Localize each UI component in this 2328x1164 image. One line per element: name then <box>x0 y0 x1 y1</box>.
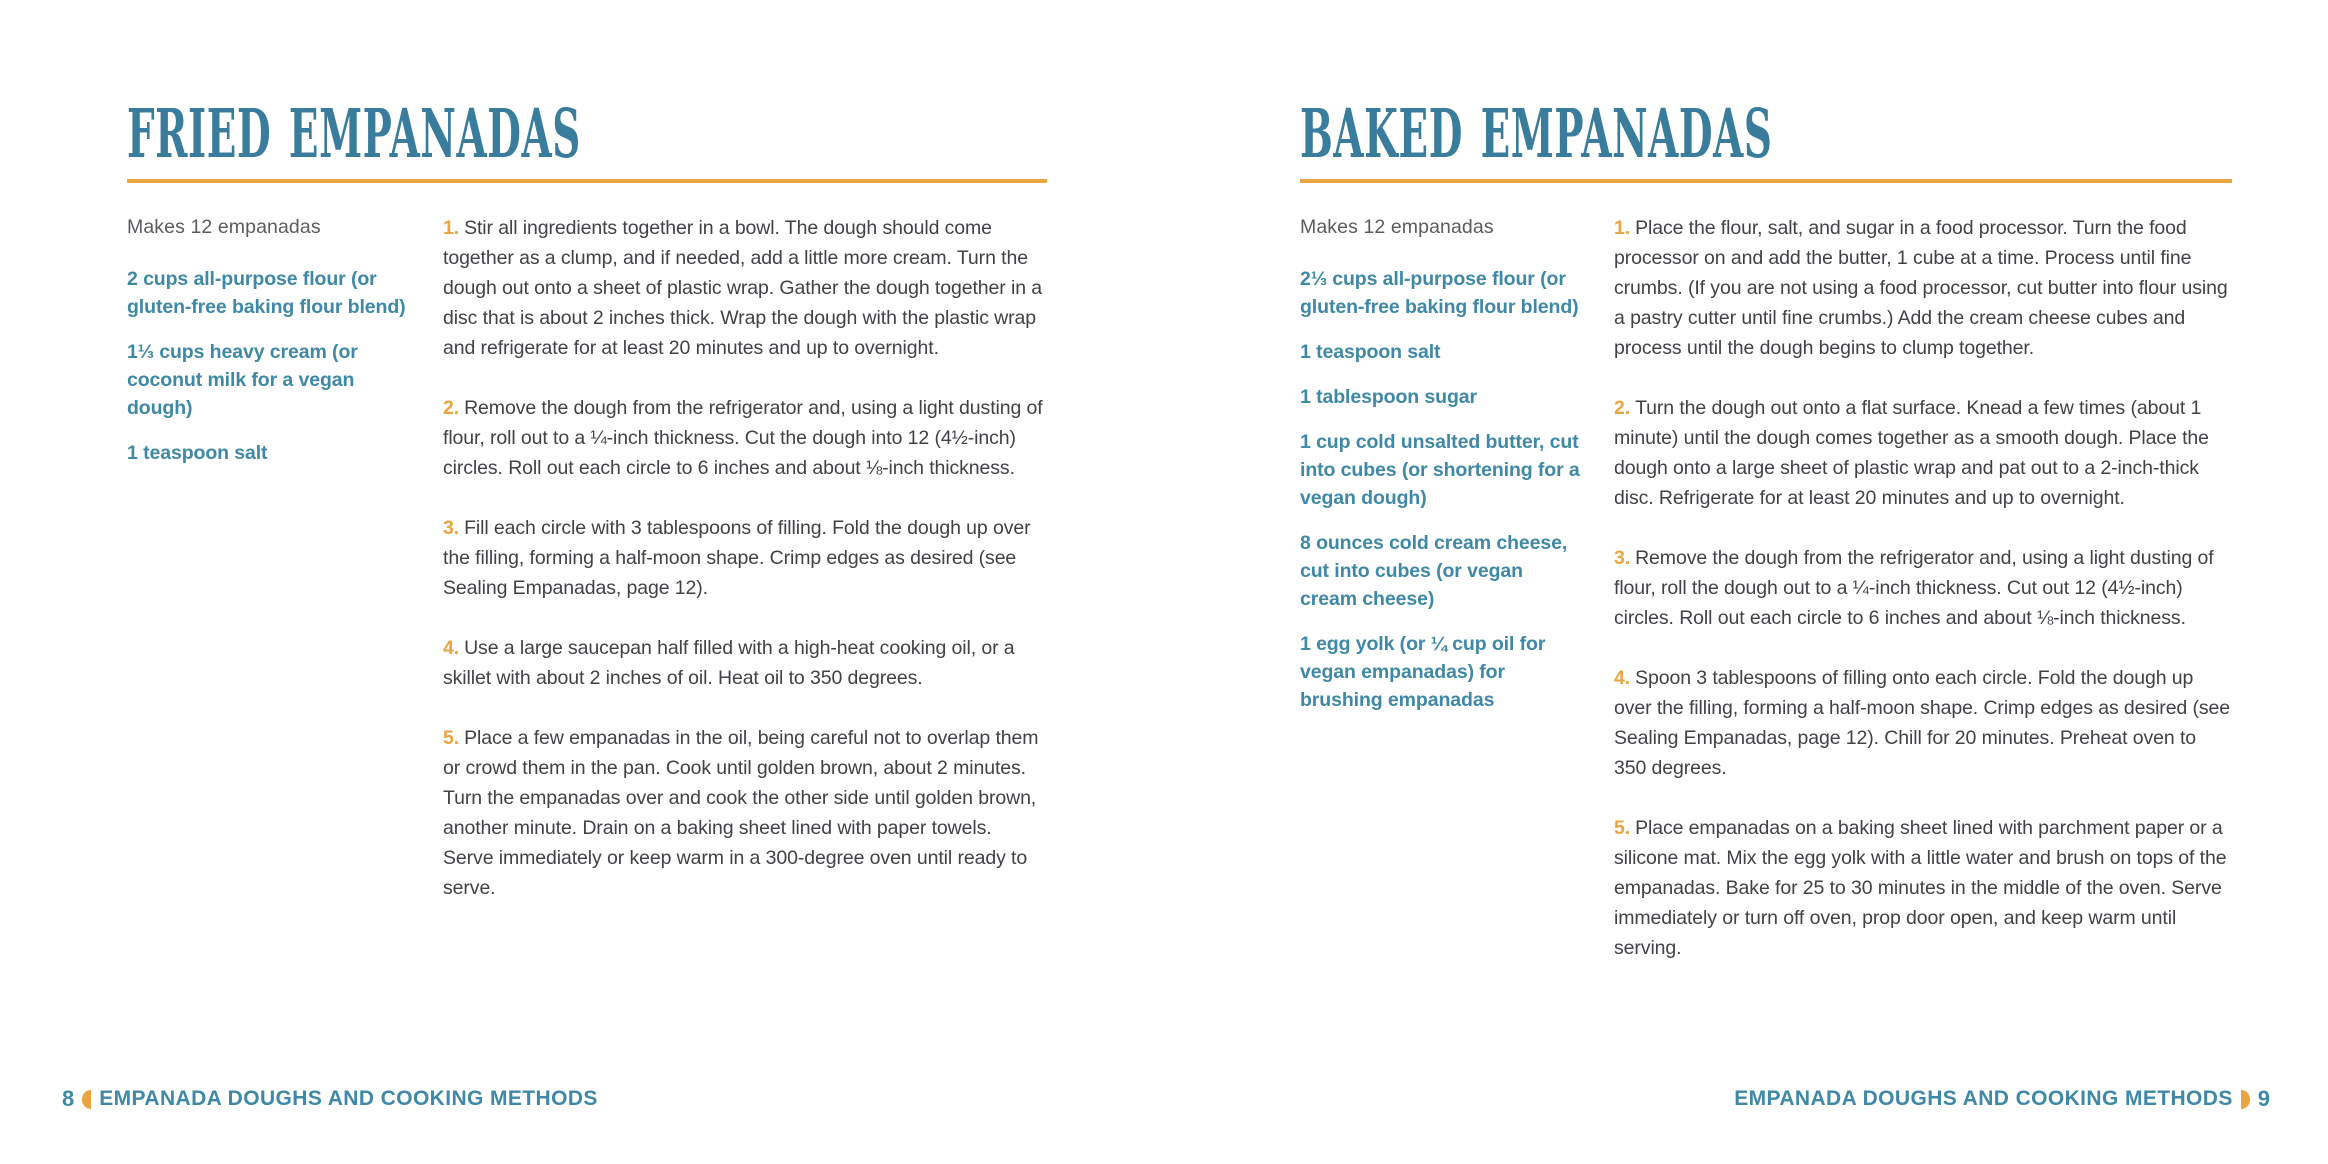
step-number: 4. <box>1614 667 1631 689</box>
step-number: 2. <box>443 397 460 419</box>
step <box>1614 543 2232 633</box>
step-number: 2. <box>1614 397 1631 419</box>
step-number: 1. <box>1614 217 1631 239</box>
ingredient-item: 1 tablespoon sugar <box>1300 386 1477 408</box>
step <box>1614 813 2232 963</box>
step-text: Fill each circle with 3 tablespoons of filling. Fold the dough up over the filling, forming a half-moon shape. Crimp edges as desired (see Sealing Empanadas, page 12). <box>443 517 1031 599</box>
step <box>1614 213 2232 363</box>
step-text: Place empanadas on a baking sheet lined with parchment paper or a silicone mat. Mix the egg yolk with a little water and brush on tops of the empanadas. Bake for 25 to 30 minutes in the middle of the oven. Serve immediately or turn off oven, prop door open, and keep warm until serving. <box>1614 817 2227 959</box>
step-text: Place a few empanadas in the oil, being careful not to overlap them or crowd them in the pan. Cook until golden brown, about 2 minutes. Turn the empanadas over and cook the other side until golden brown, another minute. Drain on a baking sheet lined with paper towels. Serve immediately or keep warm in a 300-degree oven until ready to serve. <box>443 727 1039 899</box>
step-text: Remove the dough from the refrigerator and, using a light dusting of flour, roll out to a ¼-inch thickness. Cut the dough into 12 (4½-inch) circles. Roll out each circle to 6 inches and about ⅛-inch thickness. <box>443 397 1043 479</box>
step-text: Remove the dough from the refrigerator and, using a light dusting of flour, roll the dough out to a ¼-inch thickness. Cut out 12 (4½-inch) circles. Roll out each circle to 6 inches and about ⅛-inch thickness. <box>1614 547 2214 629</box>
ingredients-column <box>1300 213 1582 993</box>
ingredient-item: 1 teaspoon salt <box>127 442 268 464</box>
step-text: Use a large saucepan half filled with a high-heat cooking oil, or a skillet with about 2 inches of oil. Heat oil to 350 degrees. <box>443 637 1015 689</box>
recipe-title: BAKED EMPANADAS <box>1300 94 1773 173</box>
ingredient-item: 2 cups all-purpose flour (or gluten-free baking flour blend) <box>127 268 406 318</box>
page-baked-empanadas <box>1164 0 2328 1164</box>
half-moon-icon <box>82 1090 91 1109</box>
step <box>443 513 1047 603</box>
step-text: Place the flour, salt, and sugar in a food processor. Turn the food processor on and add the butter, 1 cube at a time. Process until fine crumbs. (If you are not using a food processor, cut butter into flour using a pastry cutter until fine crumbs.) Add the cream cheese cubes and process until the dough begins to clump together. <box>1614 217 2228 359</box>
step <box>443 633 1047 693</box>
page-footer <box>62 1086 598 1112</box>
steps-column <box>443 213 1047 933</box>
step <box>1614 663 2232 783</box>
step-text: Turn the dough out onto a flat surface. Knead a few times (about 1 minute) until the dough comes together as a smooth dough. Place the dough onto a large sheet of plastic wrap and pat out to a 2-inch-thick disc. Refrigerate for at least 20 minutes and up to overnight. <box>1614 397 2209 509</box>
ingredient-item: 1 egg yolk (or ¼ cup oil for vegan empanadas) for brushing empanadas <box>1300 633 1546 711</box>
page-number: 9 <box>2257 1086 2270 1111</box>
page-footer <box>1734 1086 2270 1112</box>
step <box>443 723 1047 903</box>
step-number: 4. <box>443 637 460 659</box>
title-underline <box>1300 179 2232 183</box>
step <box>443 213 1047 363</box>
step-number: 3. <box>1614 547 1631 569</box>
ingredient-item: 2⅓ cups all-purpose flour (or gluten-free baking flour blend) <box>1300 268 1579 318</box>
ingredient-item: 1 cup cold unsalted butter, cut into cubes (or shortening for a vegan dough) <box>1300 431 1580 509</box>
step <box>443 393 1047 483</box>
steps-column <box>1614 213 2232 993</box>
title-underline <box>127 179 1047 183</box>
recipe-content <box>127 213 1047 933</box>
step-number: 3. <box>443 517 460 539</box>
running-head: EMPANADA DOUGHS AND COOKING METHODS <box>1734 1087 2233 1110</box>
step-text: Spoon 3 tablespoons of filling onto each circle. Fold the dough up over the filling, forming a half-moon shape. Crimp edges as desired (see Sealing Empanadas, page 12). Chill for 20 minutes. Preheat oven to 350 degrees. <box>1614 667 2231 779</box>
step-number: 1. <box>443 217 460 239</box>
recipe-header <box>1300 94 2232 183</box>
yield-note: Makes 12 empanadas <box>1300 216 1494 238</box>
ingredient-item: 1⅓ cups heavy cream (or coconut milk for a vegan dough) <box>127 341 358 419</box>
step-number: 5. <box>443 727 460 749</box>
step-text: Stir all ingredients together in a bowl. The dough should come together as a clump, and if needed, add a little more cream. Turn the dough out onto a sheet of plastic wrap. Gather the dough together in a disc that is about 2 inches thick. Wrap the dough with the plastic wrap and refrigerate for at least 20 minutes and up to overnight. <box>443 217 1043 359</box>
recipe-header <box>127 94 1047 183</box>
ingredient-item: 1 teaspoon salt <box>1300 341 1441 363</box>
recipe-content <box>1300 213 2232 993</box>
ingredient-item: 8 ounces cold cream cheese, cut into cubes (or vegan cream cheese) <box>1300 532 1568 610</box>
step-number: 5. <box>1614 817 1631 839</box>
page-number: 8 <box>62 1086 75 1111</box>
ingredients-column <box>127 213 409 933</box>
half-moon-icon <box>2241 1090 2250 1109</box>
yield-note: Makes 12 empanadas <box>127 216 321 238</box>
running-head: EMPANADA DOUGHS AND COOKING METHODS <box>99 1087 598 1110</box>
step <box>1614 393 2232 513</box>
recipe-title: FRIED EMPANADAS <box>127 94 581 173</box>
